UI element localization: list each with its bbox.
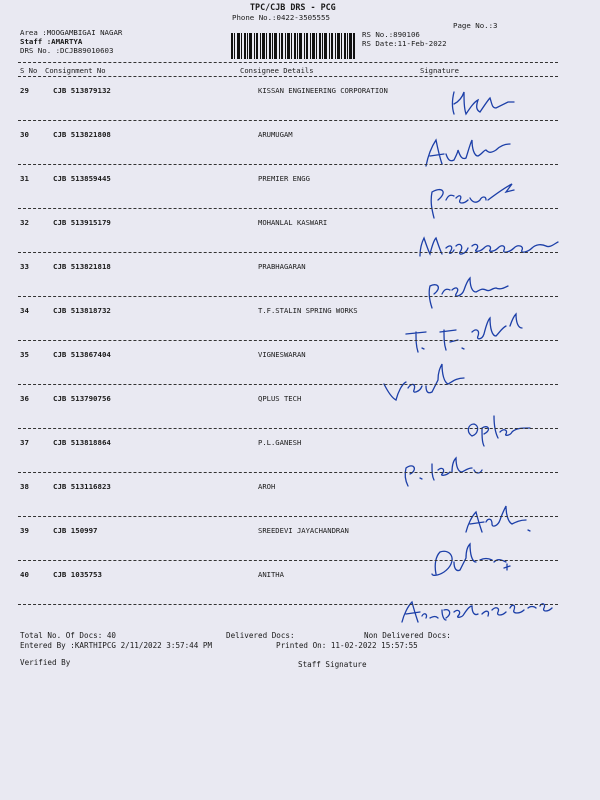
row-divider: [18, 560, 558, 561]
row-divider: [18, 516, 558, 517]
drs-number: DRS No. :DCJB89010603: [20, 46, 114, 55]
row-consignment-no: CJB 513859445: [53, 174, 111, 183]
phone-number: Phone No.:0422-3505555: [232, 13, 330, 22]
row-consignment-no: CJB 513818864: [53, 438, 111, 447]
row-sno: 36: [20, 394, 29, 403]
row-divider: [18, 472, 558, 473]
row-divider: [18, 208, 558, 209]
row-consignment-no: CJB 513821818: [53, 262, 111, 271]
row-divider: [18, 384, 558, 385]
delivered-docs: Delivered Docs:: [226, 631, 295, 640]
table-row: [0, 430, 600, 474]
table-row: [0, 210, 600, 254]
row-divider: [18, 296, 558, 297]
column-header-consignment: Consignment No: [45, 66, 106, 75]
column-header-sno: S No: [20, 66, 38, 75]
row-divider: [18, 120, 558, 121]
row-consignee: SREEDEVI JAYACHANDRAN: [258, 526, 349, 535]
page-number: Page No.:3: [453, 21, 498, 30]
table-row: [0, 78, 600, 122]
row-consignee: MOHANLAL KASWARI: [258, 218, 328, 227]
total-docs: Total No. Of Docs: 40: [20, 631, 117, 640]
row-consignment-no: CJB 513867404: [53, 350, 111, 359]
table-row: [0, 386, 600, 430]
row-consignee: T.F.STALIN SPRING WORKS: [258, 306, 358, 315]
row-sno: 33: [20, 262, 29, 271]
table-row: [0, 518, 600, 562]
row-sno: 30: [20, 130, 29, 139]
signature-image: [392, 562, 572, 622]
row-consignee: PREMIER ENGG: [258, 174, 310, 183]
table-row: [0, 254, 600, 298]
staff-label: Staff :AMARTYA: [20, 37, 83, 46]
row-sno: 34: [20, 306, 29, 315]
verified-by: Verified By: [20, 658, 71, 667]
printed-on: Printed On: 11-02-2022 15:57:55: [276, 641, 418, 650]
row-consignment-no: CJB 513790756: [53, 394, 111, 403]
table-row: [0, 122, 600, 166]
row-divider: [18, 340, 558, 341]
row-sno: 38: [20, 482, 29, 491]
row-consignee: VIGNESWARAN: [258, 350, 306, 359]
table-row: [0, 562, 600, 606]
row-sno: 31: [20, 174, 29, 183]
row-consignment-no: CJB 513879132: [53, 86, 111, 95]
row-sno: 35: [20, 350, 29, 359]
row-divider: [18, 428, 558, 429]
row-consignee: P.L.GANESH: [258, 438, 302, 447]
header-divider-top: [18, 62, 558, 63]
row-consignee: PRABHAGARAN: [258, 262, 306, 271]
rs-date: RS Date:11-Feb-2022: [362, 39, 447, 48]
row-consignee: KISSAN ENGINEERING CORPORATION: [258, 86, 388, 95]
non-delivered-docs: Non Delivered Docs:: [364, 631, 451, 640]
document-title: TPC/CJB DRS - PCG: [250, 2, 336, 12]
row-divider: [18, 164, 558, 165]
row-consignee: ARUMUGAM: [258, 130, 293, 139]
row-consignee: ANITHA: [258, 570, 284, 579]
row-consignment-no: CJB 513821808: [53, 130, 111, 139]
staff-signature: Staff Signature: [298, 660, 367, 669]
table-row: [0, 474, 600, 518]
row-consignment-no: CJB 1035753: [53, 570, 102, 579]
row-sno: 39: [20, 526, 29, 535]
row-consignee: QPLUS TECH: [258, 394, 302, 403]
column-header-signature: Signature: [420, 66, 459, 75]
row-consignment-no: CJB 150997: [53, 526, 98, 535]
header-divider-bottom: [18, 76, 558, 77]
row-divider: [18, 252, 558, 253]
row-divider: [18, 604, 558, 605]
row-sno: 40: [20, 570, 29, 579]
column-header-consignee: Consignee Details: [240, 66, 314, 75]
row-sno: 29: [20, 86, 29, 95]
table-row: [0, 166, 600, 210]
row-consignee: AROH: [258, 482, 276, 491]
table-row: [0, 342, 600, 386]
entered-by: Entered By :KARTHIPCG 2/11/2022 3:57:44 PM: [20, 641, 213, 650]
row-consignment-no: CJB 513116823: [53, 482, 111, 491]
row-sno: 32: [20, 218, 29, 227]
barcode-image: [231, 33, 355, 59]
row-consignment-no: CJB 513818732: [53, 306, 111, 315]
row-sno: 37: [20, 438, 29, 447]
table-row: [0, 298, 600, 342]
rs-number: RS No.:890106: [362, 30, 420, 39]
area-label: Area :MOOGAMBIGAI NAGAR: [20, 28, 123, 37]
row-consignment-no: CJB 513915179: [53, 218, 111, 227]
